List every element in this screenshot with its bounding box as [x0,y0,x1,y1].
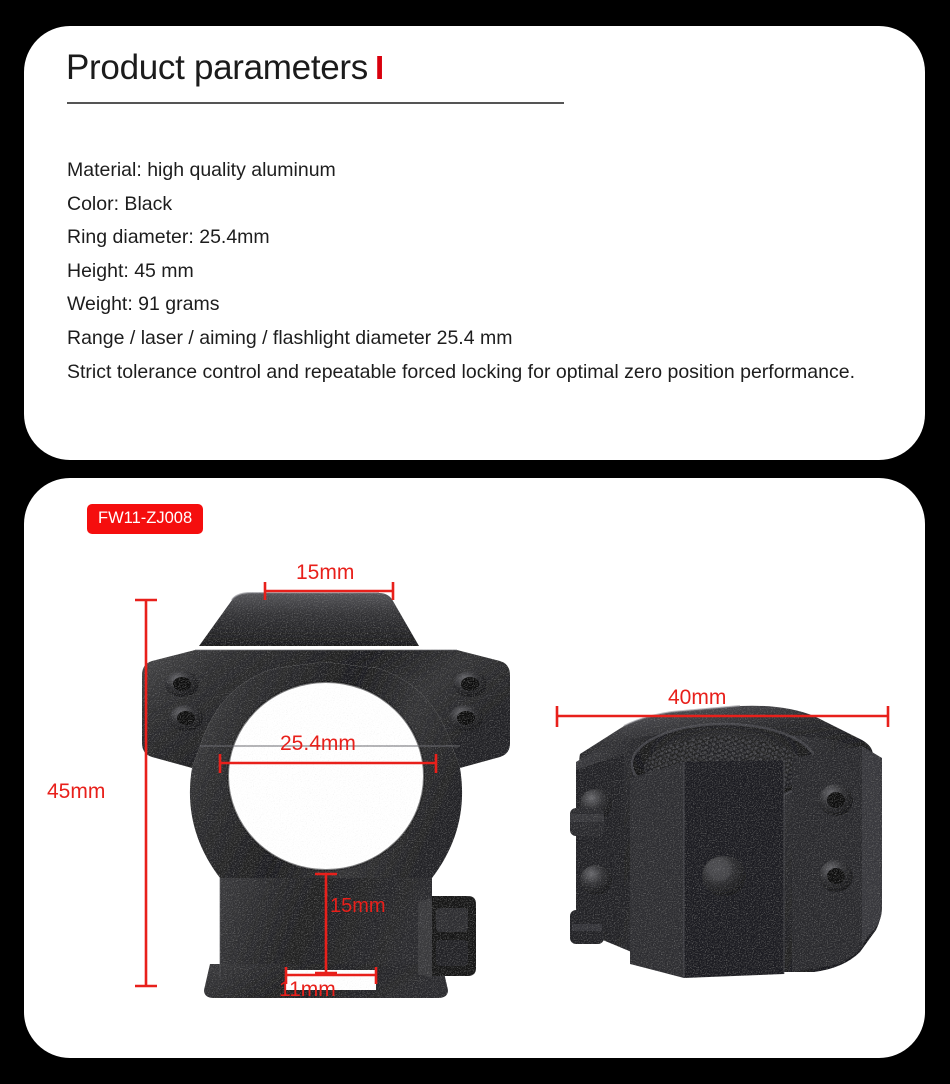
spec-item-ring-diameter: Ring diameter: 25.4mm [67,226,270,248]
page-title [66,48,384,88]
clamp-bolt-lower [570,910,604,944]
clamp-bolt-upper [570,808,604,836]
model-number-badge: FW11-ZJ008 [87,504,203,534]
spec-item-height: Height: 45 mm [67,259,194,282]
title-divider [67,102,564,104]
spec-item-weight: Weight: 91 grams [67,293,220,315]
hex-screw-left-upper [165,671,199,697]
center-pin-screw [702,856,746,896]
product-parameters-panel [24,26,925,460]
dimension-label-overall-width: 40mm [668,686,727,709]
page-title-accent-mark: I [374,49,384,86]
dimension-line-height [135,600,157,986]
dimension-label-overall-height: 45mm [47,780,106,803]
hex-screw-side-lower [580,865,612,895]
spec-description-paragraph: Strict tolerance control and repeatable forced locking for optimal zero position performance. [67,361,855,383]
rail-screw-lower [819,860,853,892]
dimension-label-rail-slot-width: 11mm [279,978,336,1001]
page-title-text: Product parameters [66,48,368,87]
diagram-stage [24,478,925,1058]
dimension-label-bore-diameter: 25.4mm [280,732,356,755]
spec-item-compatible-diameter: Range / laser / aiming / flashlight diameter 25.4 mm [67,326,513,349]
dimension-label-top-width: 15mm [296,561,355,584]
dimension-label-base-height: 15mm [330,895,386,917]
hex-screw-left-lower [169,705,203,731]
hex-screw-right-upper [453,671,487,697]
dimension-diagram-panel [24,478,925,1058]
specification-list [67,154,877,389]
hex-screw-right-lower [449,705,483,731]
spec-item-color: Color: Black [67,192,173,215]
spec-item-material: Material: high quality aluminum [67,159,336,181]
rail-screw-upper [819,784,853,816]
angled-view-illustration [570,706,882,978]
